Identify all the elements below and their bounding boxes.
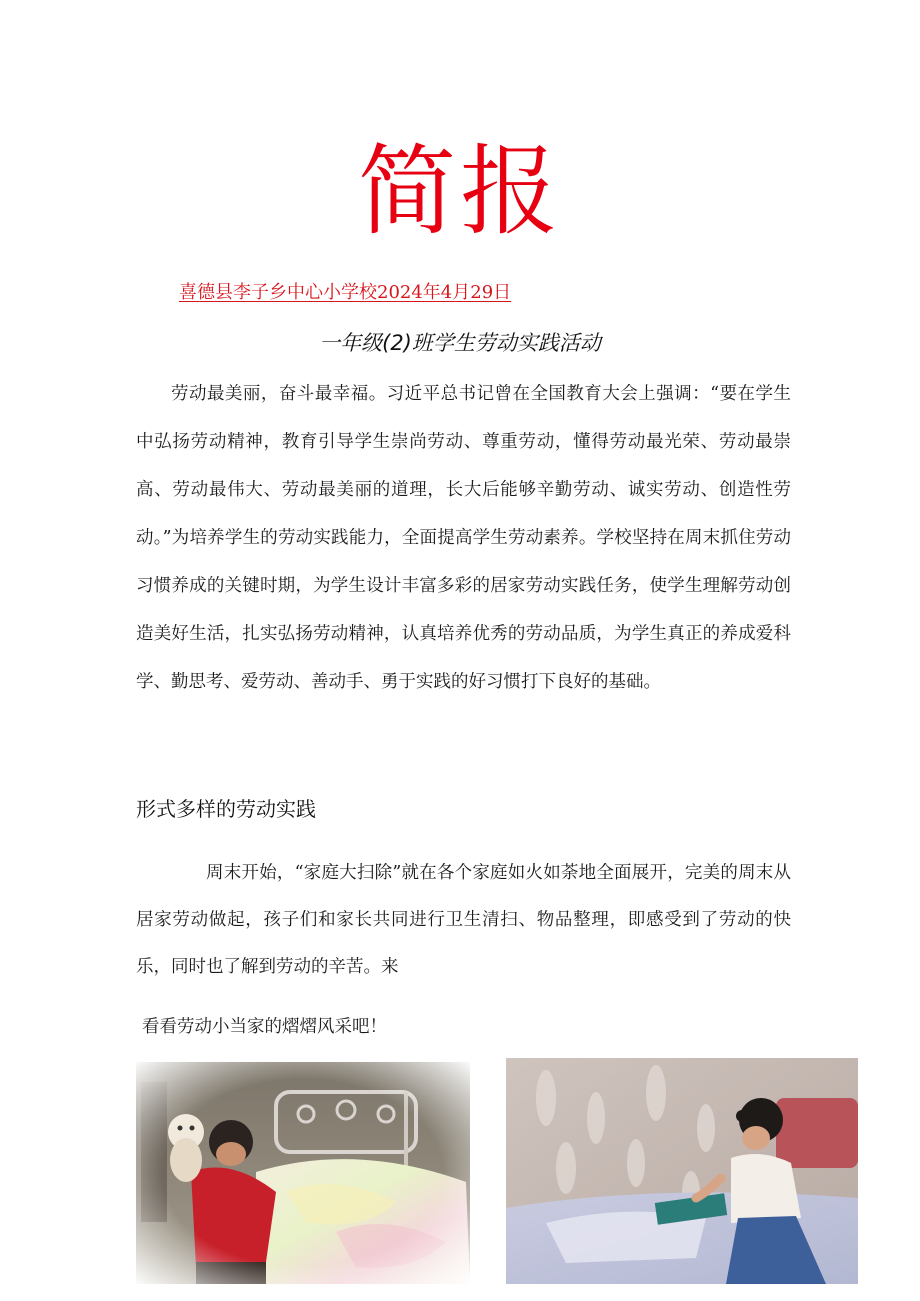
article-title: 一年级(2)班学生劳动实践活动 (319, 331, 601, 355)
section-paragraph: 周末开始，“家庭大扫除”就在各个家庭如火如荼地全面展开，完美的周末从居家劳动做起，孩子们和家长共同进行卫生清扫、物品整理，即感受到了劳动的快乐，同时也了解到劳动的辛苦。来 (136, 863, 791, 977)
intro-paragraph: 劳动最美丽，奋斗最幸福。习近平总书记曾在全国教育大会上强调：“要在学生中弘扬劳动精神，教育引导学生崇尚劳动、尊重劳动，懂得劳动最光荣、劳动最崇高、劳动最伟大、劳动最美丽的道理，长大后能够辛勤劳动、诚实劳动、创造性劳动。”为培养学生的劳动实践能力，全面提高学生劳动素养。学校坚持在周末抓住劳动习惯养成的关键时期，为学生设计丰富多彩的居家劳动实践任务，使学生理解劳动创造美好生活，扎实弘扬劳动精神，认真培养优秀的劳动品质，为学生真正的养成爱科学、勤思考、爱劳动、善动手、勇于实践的好习惯打下良好的基础。 (136, 384, 791, 692)
photo-girl-folding-blanket (506, 1058, 858, 1284)
school-dateline: 喜德县李子乡中心小学校2024年4月29日 (179, 282, 512, 303)
photo-bed-illustration (136, 1062, 470, 1284)
masthead-title: 简报 (357, 135, 562, 249)
photo-child-making-bed (136, 1062, 470, 1284)
photo-blanket-illustration (506, 1058, 858, 1284)
section-heading: 形式多样的劳动实践 (136, 797, 316, 821)
section-paragraph-continued: 看看劳动小当家的熠熠风采吧！ (142, 1017, 387, 1037)
